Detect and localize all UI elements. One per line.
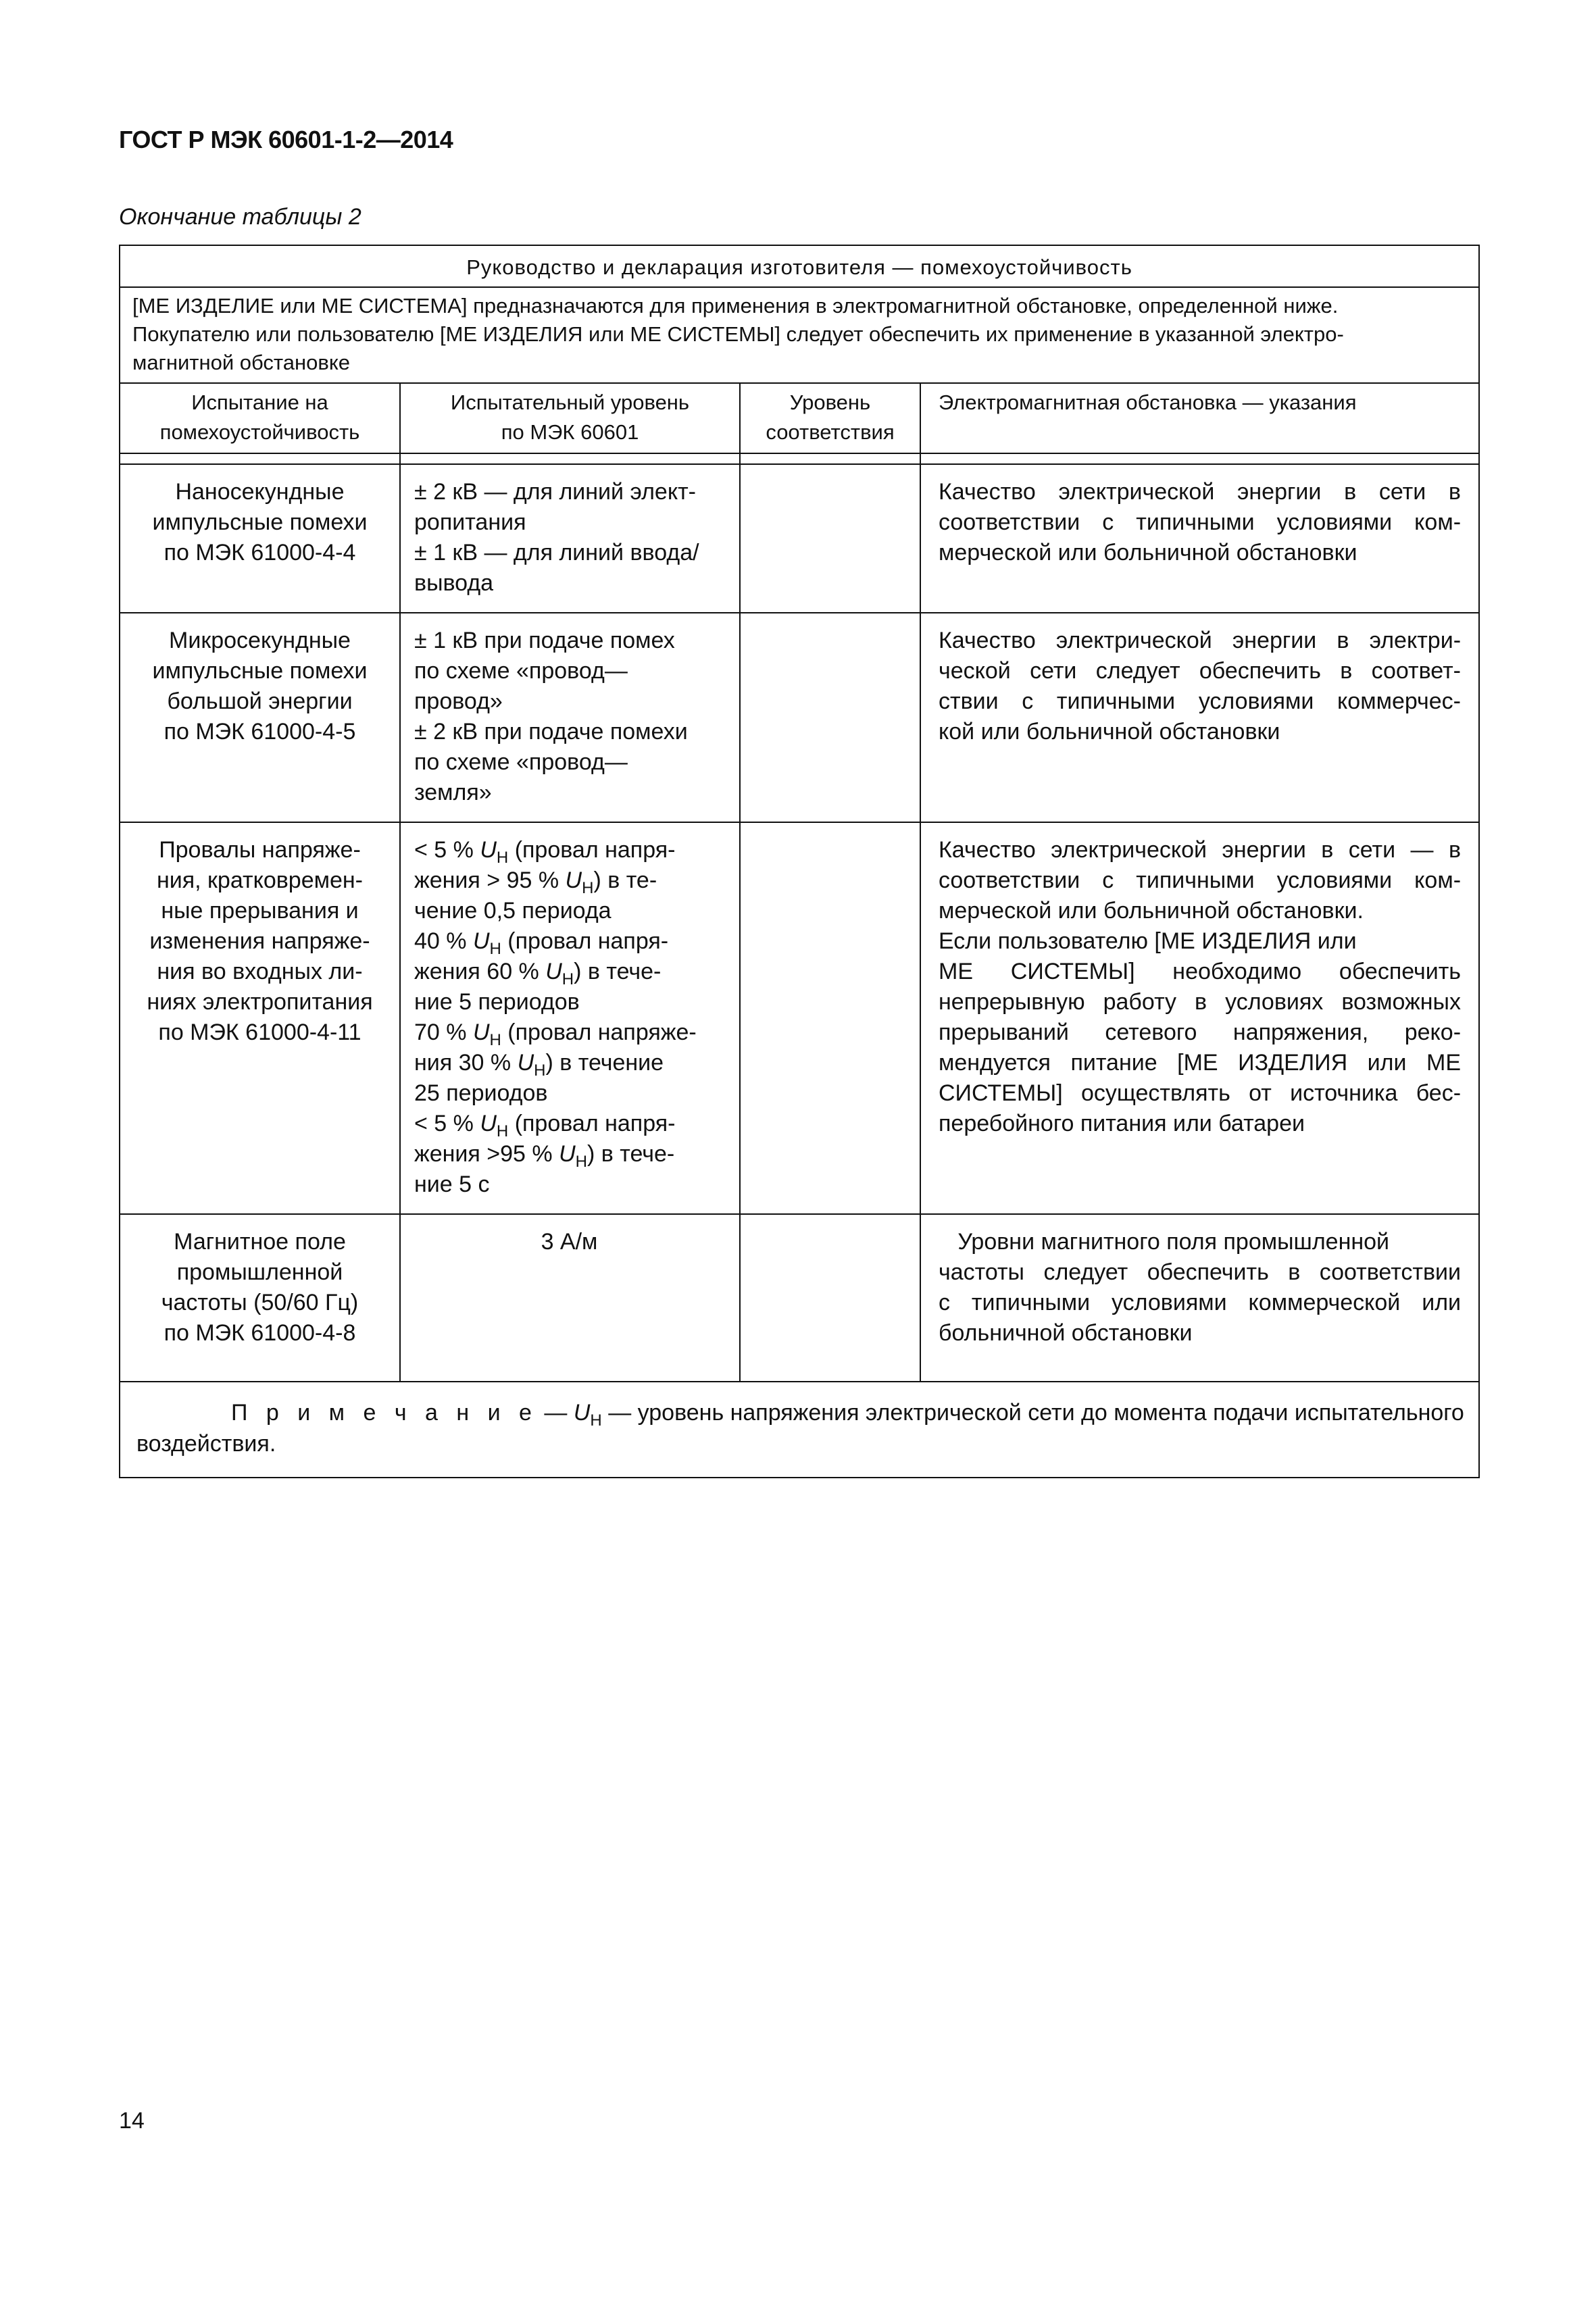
cell-line: < 5 % $U_Н$ (провал напря-: [414, 1111, 676, 1140]
immunity-table: [119, 245, 1480, 1478]
cell-line: по МЭК 61000-4-4: [164, 540, 356, 565]
column-header-compliance: [740, 383, 920, 453]
cell-line: чение 0,5 периода: [414, 898, 612, 924]
cell-line: по МЭК 61000-4-5: [164, 719, 356, 745]
cell-line: жения 60 % $U_Н$) в тече-: [414, 959, 662, 988]
test-cell: [120, 613, 400, 822]
spacer-cell: [920, 453, 1479, 464]
spacer-cell: [740, 453, 920, 464]
table-row: [120, 822, 1479, 1214]
cell-line: с типичными условиями коммерческой или: [939, 1290, 1462, 1315]
cell-line: жения >95 % $U_Н$) в тече-: [414, 1141, 675, 1171]
cell-line: 40 % $U_Н$ (провал напря-: [414, 928, 669, 958]
cell-line: Уровни магнитного поля промышленной: [939, 1229, 1390, 1255]
cell-line: по схеме «провод—: [414, 658, 628, 684]
cell-line: ческой сети следует обеспечить в соответ-: [939, 658, 1461, 684]
note-line: [136, 1397, 1462, 1428]
header-line: Уровень: [789, 391, 871, 414]
cell-line: соответствии с типичными условиями ком-: [939, 509, 1462, 535]
cell-line: ± 1 кВ — для линий ввода/: [414, 540, 699, 565]
table-row: [120, 1214, 1479, 1382]
column-header-level: [400, 383, 740, 453]
level-cell: [400, 464, 740, 613]
spacer-cell: [400, 453, 740, 464]
column-header-row: [120, 383, 1479, 453]
cell-line: Качество электрической энергии в электри-: [939, 628, 1462, 653]
header-spacer-row: [120, 453, 1479, 464]
cell-line: 25 периодов: [414, 1080, 548, 1106]
cell-line: ные прерывания и: [161, 898, 359, 924]
test-cell: [120, 464, 400, 613]
document-header: ГОСТ Р МЭК 60601-1-2—2014: [119, 126, 453, 153]
guidance-cell: [920, 464, 1479, 613]
cell-line: Магнитное поле: [174, 1229, 346, 1255]
cell-line: ± 1 кВ при подаче помех: [414, 628, 675, 653]
cell-line: Если пользователю [МЕ ИЗДЕЛИЯ или: [939, 928, 1357, 954]
cell-line: промышленной: [176, 1259, 343, 1285]
cell-line: перебойного питания или батареи: [939, 1111, 1305, 1136]
cell-line: по схеме «провод—: [414, 749, 628, 775]
cell-line: Качество электрической энергии в сети — в: [939, 837, 1461, 863]
cell-line: СИСТЕМЫ] осуществлять от источника бес-: [939, 1080, 1462, 1106]
cell-line: частоты следует обеспечить в соответствии: [939, 1259, 1462, 1285]
cell-line: ропитания: [414, 509, 526, 535]
guidance-cell: [920, 822, 1479, 1214]
cell-line: кой или больничной обстановки: [939, 719, 1280, 745]
cell-line: Провалы напряже-: [159, 837, 361, 863]
header-line: Электромагнитная обстановка — указания: [939, 391, 1357, 414]
spacer-cell: [120, 453, 400, 464]
header-line: по МЭК 60601: [501, 420, 639, 444]
note-dash: —: [537, 1400, 574, 1426]
header-line: соответствия: [766, 420, 895, 444]
table-row: [120, 613, 1479, 822]
cell-line: жения > 95 % $U_Н$) в те-: [414, 867, 657, 897]
intro-line: Покупателю или пользователю [МЕ ИЗДЕЛИЯ или МЕ СИСТЕМЫ] следует обеспечить их применение в указанной электро-: [132, 322, 1344, 346]
intro-line: [МЕ ИЗДЕЛИЕ или МЕ СИСТЕМА] предназначаются для применения в электромагнитной обстановке, определенной ниже.: [132, 294, 1339, 318]
note-label: П р и м е ч а н и е: [231, 1400, 538, 1426]
cell-line: импульсные помехи: [152, 658, 368, 684]
column-header-guidance: [920, 383, 1479, 453]
compliance-cell: [740, 464, 920, 613]
cell-line: Наносекундные: [175, 479, 345, 505]
cell-line: земля»: [414, 780, 492, 805]
cell-line: прерываний сетевого напряжения, реко-: [939, 1020, 1462, 1045]
table-title: Руководство и декларация изготовителя — помехоустойчивость: [120, 245, 1479, 287]
level-cell: [400, 1214, 740, 1382]
cell-line: ние 5 с: [414, 1172, 490, 1197]
cell-line: ствии с типичными условиями коммерчес-: [939, 688, 1461, 714]
compliance-cell: [740, 1214, 920, 1382]
cell-line: ± 2 кВ при подаче помехи: [414, 719, 688, 745]
cell-line: ния, кратковремен-: [156, 867, 364, 893]
cell-line: непрерывную работу в условиях возможных: [939, 989, 1461, 1015]
cell-line: мерческой или больничной обстановки: [939, 540, 1357, 565]
cell-line: МЕ СИСТЕМЫ] необходимо обеспечить: [939, 959, 1462, 984]
table-caption: Окончание таблицы 2: [119, 204, 361, 230]
cell-line: импульсные помехи: [152, 509, 368, 535]
note-line: воздействия.: [136, 1431, 276, 1457]
cell-line: ние 5 периодов: [414, 989, 580, 1015]
test-cell: [120, 822, 400, 1214]
test-cell: [120, 1214, 400, 1382]
cell-line: Качество электрической энергии в сети в: [939, 479, 1461, 505]
note-row: [120, 1382, 1479, 1478]
cell-line: большой энергии: [167, 688, 353, 714]
guidance-cell: [920, 613, 1479, 822]
cell-line: < 5 % $U_Н$ (провал напря-: [414, 837, 676, 867]
cell-line: мендуется питание [МЕ ИЗДЕЛИЯ или МЕ: [939, 1050, 1462, 1076]
table-row: [120, 464, 1479, 613]
cell-line: мерческой или больничной обстановки.: [939, 898, 1364, 924]
note-symbol: U: [573, 1400, 591, 1426]
cell-line: больничной обстановки: [939, 1320, 1193, 1346]
note-subscript: Н: [590, 1411, 602, 1430]
cell-line: частоты (50/60 Гц): [161, 1290, 359, 1315]
cell-line: по МЭК 61000-4-11: [158, 1020, 361, 1045]
column-header-test: [120, 383, 400, 453]
cell-line: ± 2 кВ — для линий элект-: [414, 479, 696, 505]
cell-line: Микросекундные: [169, 628, 351, 653]
header-line: Испытание на: [191, 391, 328, 414]
cell-line: провод»: [414, 688, 503, 714]
level-cell: [400, 822, 740, 1214]
header-line: Испытательный уровень: [450, 391, 690, 414]
cell-line: вывода: [414, 570, 494, 596]
cell-line: ния 30 % $U_Н$) в течение: [414, 1050, 664, 1080]
cell-line: 3 А/м: [541, 1229, 598, 1255]
header-line: помехоустойчивость: [159, 420, 360, 444]
intro-line: магнитной обстановке: [132, 351, 351, 374]
cell-line: 70 % $U_Н$ (провал напряже-: [414, 1020, 697, 1049]
table-intro: [120, 287, 1479, 383]
page-number: 14: [119, 2108, 145, 2134]
guidance-cell: [920, 1214, 1479, 1382]
cell-line: по МЭК 61000-4-8: [164, 1320, 356, 1346]
level-cell: [400, 613, 740, 822]
cell-line: ниях электропитания: [147, 989, 373, 1015]
table-note: [120, 1382, 1479, 1478]
compliance-cell: [740, 613, 920, 822]
compliance-cell: [740, 822, 920, 1214]
note-text: — уровень напряжения электрической сети до момента подачи испытательного: [601, 1400, 1464, 1426]
cell-line: ния во входных ли-: [157, 959, 363, 984]
cell-line: изменения напряже-: [149, 928, 370, 954]
cell-line: соответствии с типичными условиями ком-: [939, 867, 1462, 893]
